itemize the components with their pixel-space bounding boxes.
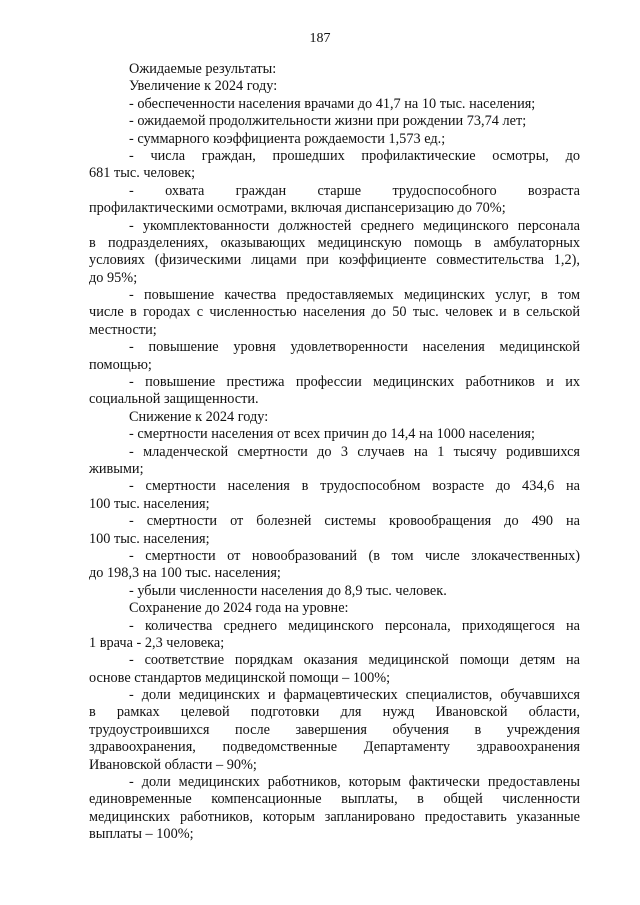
text-line: Ивановской области – 90%;	[89, 756, 257, 773]
text-line: медицинских работников, которым запланировано предоставить указанные	[89, 808, 580, 825]
text-line: профилактическими осмотрами, включая диспансеризацию до 70%;	[89, 200, 506, 217]
text-line: 1 врача - 2,3 человека;	[89, 634, 225, 651]
text-line: - повышение престижа профессии медицинских работников и их	[129, 374, 580, 391]
text-line: живыми;	[89, 460, 144, 477]
text-line: - доли медицинских и фармацевтических специалистов, обучавшихся	[129, 687, 580, 704]
text-line: - смертности населения от всех причин до 14,4 на 1000 населения;	[129, 426, 535, 443]
text-line: основе стандартов медицинской помощи – 100%;	[89, 669, 391, 686]
text-line: - охвата граждан старше трудоспособного возраста	[129, 182, 580, 199]
text-line: Сохранение до 2024 года на уровне:	[129, 600, 349, 617]
text-line: социальной защищенности.	[89, 391, 259, 408]
text-line: Увеличение к 2024 году:	[129, 78, 278, 95]
text-line: - числа граждан, прошедших профилактические осмотры, до	[129, 147, 580, 164]
text-line: - повышение качества предоставляемых медицинских услуг, в том	[129, 287, 580, 304]
text-line: - ожидаемой продолжительности жизни при рождении 73,74 лет;	[129, 113, 527, 130]
text-line: - соответствие порядкам оказания медицинской помощи детям на	[129, 652, 580, 669]
text-line: единовременные компенсационные выплаты, в общей численности	[89, 791, 580, 808]
text-line: - смертности населения в трудоспособном возрасте до 434,6 на	[129, 478, 580, 495]
text-line: - смертности от новообразований (в том числе злокачественных)	[129, 547, 580, 564]
text-line: - обеспеченности населения врачами до 41,7 на 10 тыс. населения;	[129, 95, 536, 112]
text-line: в рамках целевой подготовки для нужд Ивановской области,	[89, 704, 580, 721]
text-line: - младенческой смертности до 3 случаев на 1 тысячу родившихся	[129, 443, 580, 460]
text-line: - смертности от болезней системы кровообращения до 490 на	[129, 513, 580, 530]
text-line: - повышение уровня удовлетворенности населения медицинской	[129, 339, 580, 356]
text-line: 681 тыс. человек;	[89, 165, 196, 182]
text-line: числе в городах с численностью населения до 50 тыс. человек и в сельской	[89, 304, 580, 321]
text-line: - суммарного коэффициента рождаемости 1,573 ед.;	[129, 130, 446, 147]
text-line: здравоохранения, подведомственные Департаменту здравоохранения	[89, 739, 580, 756]
text-line: Снижение к 2024 году:	[129, 408, 269, 425]
text-line: помощью;	[89, 356, 152, 373]
text-line: местности;	[89, 321, 157, 338]
text-line: трудоустроившихся после завершения обучения в учреждения	[89, 721, 580, 738]
document-body	[89, 61, 580, 844]
text-line: Ожидаемые результаты:	[129, 61, 277, 77]
text-line: 100 тыс. населения;	[89, 495, 210, 512]
text-line: условиях (физическими лицами при коэффициенте совместительства 1,2),	[89, 252, 580, 269]
text-line: выплаты – 100%;	[89, 826, 194, 843]
text-line: - укомплектованности должностей среднего медицинского персонала	[129, 217, 580, 234]
text-line: - доли медицинских работников, которым фактически предоставлены	[129, 774, 580, 791]
text-line: - количества среднего медицинского персонала, приходящегося на	[129, 617, 580, 634]
page-number: 187	[309, 31, 331, 46]
text-line: в подразделениях, оказывающих медицинскую помощь в амбулаторных	[89, 234, 580, 251]
text-line: до 95%;	[89, 269, 138, 286]
text-line: 100 тыс. населения;	[89, 530, 210, 547]
text-line: - убыли численности населения до 8,9 тыс. человек.	[129, 582, 447, 599]
text-line: до 198,3 на 100 тыс. населения;	[89, 565, 281, 582]
